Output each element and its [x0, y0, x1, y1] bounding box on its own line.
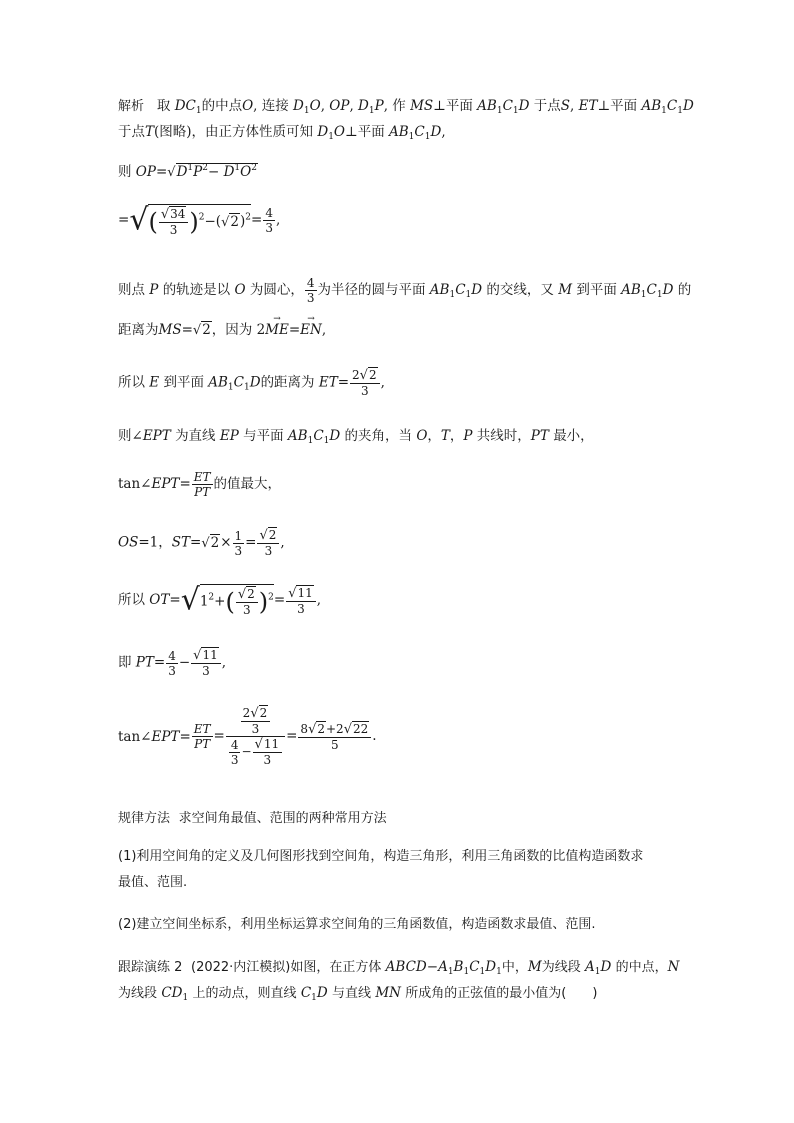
text: 连接	[261, 98, 289, 114]
text: 于点	[118, 124, 145, 140]
method-label: 规律方法	[118, 811, 171, 826]
text: 所以	[118, 592, 145, 608]
text: 所成角的正弦值的最小值为( )	[405, 986, 598, 1001]
text: 为圆心，	[249, 282, 304, 298]
tan-final-line: tan∠EPT= $\frac{ET}{PT}$ = $\frac{2√2}{3}$ $\frac{4}{3}$ − $\frac{√11}{3}$ = $\frac{8√2+2√22}{5}$ .	[118, 706, 377, 767]
tan-max-line: tan∠EPT= $\frac{ET}{PT}$ 的值最大，	[118, 470, 282, 499]
practice-line-1: 跟踪演练 2 (2022·内江模拟)如图，在正方体 $ABCD-A_1B_1C_1D_1$中，M为线段 $A_1D$ 的中点，N	[118, 959, 680, 977]
op-formula: 则 $OP=√D^1P^2- D^1O^2$	[118, 163, 257, 180]
op-value: =√( $\frac{√34}{3}$ )$^2-(√2)^2=$ $\frac{4}{3}$ ,	[118, 202, 281, 238]
text: 为线段	[118, 986, 158, 1001]
text: 的轨迹是以	[162, 282, 231, 298]
text: (图略)，由正方体性质可知	[154, 124, 314, 140]
text: 取	[156, 98, 171, 114]
text: 为线段	[541, 960, 581, 975]
pt-line: 即 PT= $\frac{4}{3}$ − $\frac{√11}{3}$ ,	[118, 648, 227, 678]
text: 则点	[118, 282, 145, 298]
method-item-1-line-1: (1)利用空间角的定义及几何图形找到空间角，构造三角形，利用三角函数的比值构造函数求	[118, 849, 644, 864]
text: 的距离为	[260, 374, 315, 391]
text: 作	[392, 98, 406, 114]
angle-line: 则∠EPT 为直线 EP 与平面 $AB_1C_1D$ 的夹角，当 O，T，P 共线时，PT 最小，	[118, 428, 594, 446]
distance-line: 距离为MS=√2，因为 2→ ME=→ EN,	[118, 320, 326, 341]
text: 所以	[118, 374, 145, 391]
locus-line: 则点 P 的轨迹是以 O 为圆心， $\frac{4}{3}$ 为半径的圆与平面 $AB_1C_1D$ 的交线，又 M 到平面 $AB_1C_1D$ 的	[118, 276, 692, 305]
method-heading	[118, 808, 387, 829]
practice-line-2: 为线段 $CD_1$ 上的动点，则直线 $C_1D$ 与直线 MN 所成角的正弦值的最小值为( )	[118, 985, 598, 1003]
text: 为半径的圆与平面	[317, 282, 426, 298]
text: 到平面	[576, 282, 617, 298]
text: 则	[118, 164, 132, 180]
ot-line: 所以 $OT=√1^2+$( $\frac{√2}{3}$ )$^2$= $\frac{√11}{3}$ ,	[118, 582, 322, 618]
text: 最小，	[553, 428, 594, 444]
et-distance-line: 所以 E 到平面 $AB_1C_1D$的距离为 ET= $\frac{2√2}{3}$ ,	[118, 368, 385, 398]
text: 为直线	[175, 428, 216, 444]
text: ⊥平面	[433, 98, 473, 114]
analysis-line-2: 于点T(图略)，由正方体性质可知 $D_1O\perp$平面 $AB_1C_1D$,	[118, 124, 446, 142]
text: 的交线，又	[486, 282, 554, 298]
text: 共线时，	[476, 428, 531, 444]
text: 上的动点，则直线	[192, 986, 297, 1001]
text: 的中点，	[615, 960, 668, 975]
method-title: 求空间角最值、范围的两种常用方法	[178, 811, 387, 826]
text: 即	[118, 654, 132, 671]
text: 距离为	[118, 322, 159, 338]
analysis-label: 解析	[118, 99, 145, 114]
text: 与直线	[332, 986, 372, 1001]
text: ⊥平面	[597, 98, 638, 114]
text: ⊥平面	[345, 124, 385, 140]
text: 的夹角，当	[344, 428, 413, 444]
method-item-2: (2)建立空间坐标系，利用坐标运算求空间角的三角函数值，构造函数求最值、范围.	[118, 917, 596, 932]
text: ，因为	[211, 322, 253, 338]
analysis-line-1: 解析 取 $DC_1$的中点O, 连接 $D_1O$, OP, $D_1P$, 作 MS⊥平面 $AB_1C_1D$ 于点S, ET⊥平面 $AB_1C_1D$	[118, 98, 694, 116]
text: 中，	[501, 960, 528, 975]
method-item-1-line-2: 最值、范围.	[118, 875, 188, 890]
text: 则∠	[118, 428, 143, 444]
text: 于点	[533, 98, 561, 114]
practice-label: 跟踪演练 2	[118, 960, 183, 975]
text: 的中点	[201, 98, 243, 114]
os-st-line: OS=1，ST=√2× $\frac{1}{3}$ = $\frac{√2}{3}$ ,	[118, 528, 285, 558]
text: (2022·内江模拟)如图，在正方体	[191, 960, 382, 975]
text: 到平面	[163, 374, 204, 391]
text: 的	[677, 282, 692, 298]
text: 与平面	[243, 428, 284, 444]
text: 的值最大，	[213, 476, 282, 492]
